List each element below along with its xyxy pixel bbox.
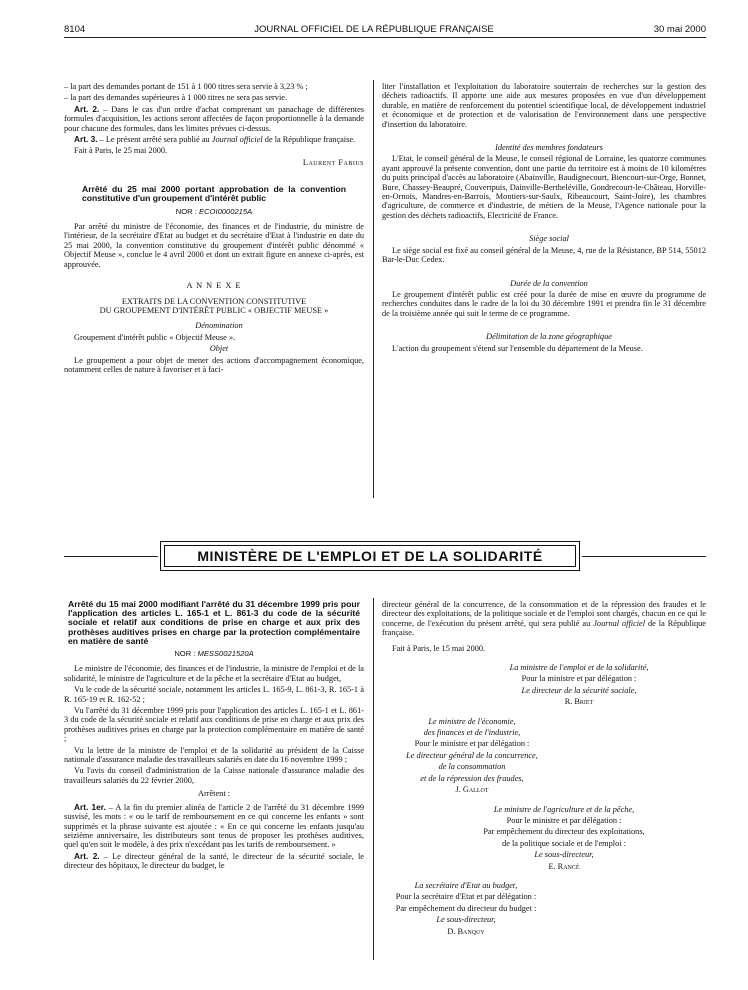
signature-line: Par empêchement du directeur des exploitations,	[483, 827, 645, 837]
column-divider-top	[373, 80, 374, 498]
journal-reference: Journal officiel	[593, 618, 646, 628]
fait-a-paris: Fait à Paris, le 15 mai 2000.	[392, 643, 486, 653]
bottom-left-column	[64, 600, 364, 873]
fait-a-paris: Fait à Paris, le 25 mai 2000.	[74, 146, 168, 156]
section-heading: Identité des membres fondateurs	[495, 143, 603, 153]
signatory-name: J. Gallot	[455, 785, 489, 795]
signature-line: La secrétaire d'Etat au budget,	[414, 880, 518, 890]
signature-line: et de la répression des fraudes,	[420, 773, 524, 783]
signature-line: des finances et de l'industrie,	[423, 728, 521, 738]
signature-block-3	[412, 805, 706, 871]
signatory-name: D. Banquy	[447, 926, 485, 936]
article-label: Art. 1er.	[74, 801, 106, 812]
signature-line: Le directeur général de la concurrence,	[406, 750, 538, 760]
article-1	[64, 803, 364, 850]
decree-heading	[64, 185, 364, 216]
signature-line: Pour la ministre et par délégation :	[521, 674, 637, 684]
top-right-column	[382, 82, 706, 355]
nor-label: NOR :	[175, 206, 199, 216]
bullet-item: – la part des demandes portant de 151 à 1 000 titres sera servie à 3,23 % ;	[64, 82, 308, 91]
extraits-heading: DU GROUPEMENT D'INTÉRÊT PUBLIC « OBJECTIF MEUSE »	[99, 305, 329, 315]
signature-line: de la politique sociale et de l'emploi :	[502, 838, 626, 848]
issue-date: 30 mai 2000	[653, 24, 706, 35]
preamble-paragraph: Vu le code de la sécurité sociale, notamment les articles L. 165-9, L. 861-3, R. 165-1 à R. 165-19 et R. 162-52 ;	[64, 685, 364, 704]
preamble-paragraph: Vu l'avis du conseil d'administration de la Caisse nationale d'assurance maladie des travailleurs salariés du 22 février 2000,	[64, 766, 364, 785]
article-3	[64, 135, 364, 144]
nor-reference	[68, 649, 360, 658]
signature-line: Pour le ministre et par délégation :	[506, 815, 622, 825]
text-run: de la République française.	[382, 618, 706, 638]
decree-text: Par arrêté du ministre de l'économie, des finances et de l'industrie, du ministre de l'intérieur, de la secrétaire d'Etat au budget et du secrétaire d'Etat à l'industrie en date du 25 mai 2000, la convention constitutive du groupement d'intérêt public dénommé « Objectif Meuse », conclue le 4 avril 2000 et dont un extrait figure en annexe ci-après, est approuvée.	[64, 222, 364, 269]
journal-title: JOURNAL OFFICIEL DE LA RÉPUBLIQUE FRANÇAISE	[254, 24, 494, 35]
ministry-title: MINISTÈRE DE L'EMPLOI ET DE LA SOLIDARITÉ	[164, 545, 576, 567]
section-text: Le siège social est fixé au conseil général de la Meuse, 4, rue de la Résistance, BP 514, 55012 Bar-le-Duc Cedex.	[382, 245, 706, 265]
article-label: Art. 2.	[74, 103, 100, 114]
section-text: Le groupement a pour objet de mener des actions d'accompagnement économique, notamment celles de nature à favoriser et à faci-	[64, 355, 364, 374]
banner-rule	[64, 556, 158, 557]
signature-line: Par empêchement du directeur du budget :	[395, 903, 537, 913]
article-text: – Le directeur général de la santé, le directeur de la sécurité sociale, le directeur des hôpitaux, le directeur du budget, le	[64, 851, 364, 871]
top-left-column	[64, 82, 364, 376]
signature-block-1	[442, 663, 706, 707]
nor-code: ECOI0000215A	[199, 206, 253, 216]
section-heading: Siège social	[529, 234, 569, 244]
text-run: directeur général de la concurrence, de la consommation et de la répression des fraudes et le directeur des exploitations, de la politique sociale et de l'emploi sont chargés, chacun en ce qui le concerne, de l'exécution du présent arrêté, qui sera publié au	[382, 600, 706, 628]
section-text: L'Etat, le conseil général de la Meuse, le conseil régional de Lorraine, les quatorze communes ayant approuvé la présente convention, dont une partie du territoire est à moins de 10 kilomètres du puits principal d'accès au laboratoire (Abainville, Baudignecourt, Biencourt-sur-Orge, Bonnet, Bure, Chassey-Beaupré, Couvertpuis, Dainville-Bertheléville, Gondrecourt-le-Château, Horville-en-Ornois, Mandres-en-Barrois, Montiers-sur-Saulx, Ribeaucourt, Saint-Joire), les chambres d'agriculture, de commerce et d'industrie, de métiers de la Meuse, l'Agence nationale pour la gestion des déchets radioactifs, Electricité de France.	[382, 154, 706, 220]
bullet-item: – la part des demandes supérieures à 1 000 titres ne sera pas servie.	[64, 93, 288, 103]
continued-text	[382, 600, 706, 638]
signatory-name: R. Briet	[564, 697, 594, 707]
section-text: L'action du groupement s'étend sur l'ensemble du département de la Meuse.	[392, 343, 643, 353]
page-number: 8104	[64, 24, 86, 35]
arretent: Arrêtent :	[197, 789, 231, 799]
article-text: – Dans le cas d'un ordre d'achat comprenant un panachage de différentes formules d'acquisition, les actions seront affectées de façon proportionnelle à la demande pour chacune des formules, dans les limites prévues ci-dessus.	[64, 104, 365, 133]
bottom-right-column	[382, 600, 706, 938]
section-text: Groupement d'intérêt public « Objectif Meuse ».	[74, 332, 236, 342]
article-label: Art. 2.	[74, 850, 100, 861]
signature-line: Pour la secrétaire d'Etat et par délégation :	[395, 892, 537, 902]
decree-heading	[64, 600, 364, 658]
signature-line: Le ministre de l'agriculture et de la pêche,	[493, 804, 635, 814]
signature-block-2	[372, 717, 562, 795]
signature-line: Le ministre de l'économie,	[428, 716, 516, 726]
article-text: de la République française.	[262, 135, 356, 145]
article-text: – A la fin du premier alinéa de l'article 2 de l'arrêté du 31 décembre 1999 susvisé, les mots : « ou le tarif de remboursement en ce qui concerne les enfants » sont supprimés et la phrase suivante est ajoutée : « En ce qui concerne les enfants jusqu'au seizième anniversaire, les distributeurs sont tenus de proposer les prothèses auditives, quel qu'en soit le modèle, à des prix n'excédant pas les tarifs de remboursement. »	[64, 802, 364, 850]
signature-line: de la consommation	[438, 762, 506, 772]
signature: Laurent Fabius	[302, 157, 364, 167]
header-rule	[64, 37, 706, 38]
article-label: Art. 3.	[74, 134, 98, 145]
section-heading: Durée de la convention	[510, 278, 588, 288]
signature-line: Le sous-directeur,	[534, 850, 594, 860]
signature-line: Le directeur de la sécurité sociale,	[521, 685, 637, 695]
section-heading: Objet	[209, 344, 229, 354]
decree-title: Arrêté du 15 mai 2000 modifiant l'arrêté du 31 décembre 1999 pris pour l'application des articles L. 165-1 et L. 861-3 du code de la sécurité sociale et relatif aux conditions de prise en charge et aux prix des prothèses auditives prises en charge par la protection complémentaire en matière de santé	[68, 599, 360, 646]
section-heading: Délimitation de la zone géographique	[486, 332, 612, 342]
signature-block-4	[366, 881, 556, 936]
banner-rule	[582, 556, 706, 557]
preamble-paragraph: Le ministre de l'économie, des finances et de l'industrie, la ministre de l'emploi et de la solidarité, le ministre de l'agriculture et de la pêche et la secrétaire d'Etat au budget,	[64, 664, 364, 683]
annexe-heading: A N N E X E	[186, 281, 242, 291]
nor-reference	[82, 207, 346, 216]
article-2	[64, 852, 364, 871]
nor-label: NOR :	[174, 649, 198, 659]
article-2	[64, 105, 364, 133]
signature-line: La ministre de l'emploi et de la solidarité,	[509, 663, 649, 673]
continued-text: liter l'installation et l'exploitation du laboratoire souterrain de recherches sur la gestion des déchets radioactifs. Il apporte une aide aux mesures proposées en vue d'un développement durable, en matière de renforcement du potentiel scientifique local, de développement industriel et économique et de protection et de valorisation de l'environnement dans une perspective d'insertion du laboratoire.	[382, 82, 706, 129]
signatory-name: E. Rancé	[548, 861, 580, 871]
preamble-paragraph: Vu l'arrêté du 31 décembre 1999 pris pour l'application des articles L. 165-1 et L. 861-3 du code de la sécurité sociale et relatif aux conditions de prise en charge et aux prix des prothèses auditives prises en charge par la protection complémentaire en matière de santé ;	[64, 706, 364, 744]
article-text: – Le présent arrêté sera publié au	[97, 135, 212, 145]
journal-reference: Journal officiel	[211, 135, 263, 145]
extraits-heading: EXTRAITS DE LA CONVENTION CONSTITUTIVE	[121, 296, 307, 306]
ministry-banner	[160, 541, 580, 571]
signature-line: Pour le ministre et par délégation :	[414, 739, 530, 749]
preamble-paragraph: Vu la lettre de la ministre de l'emploi et de la solidarité au président de la Caisse nationale d'assurance maladie des travailleurs salariés en date du 16 novembre 1999 ;	[64, 745, 364, 765]
section-heading: Dénomination	[195, 321, 243, 331]
decree-title: Arrêté du 25 mai 2000 portant approbation de la convention constitutive d'un groupement d'intérêt public	[82, 184, 346, 204]
nor-code: MESS0021520A	[197, 649, 254, 659]
signature-line: Le sous-directeur,	[436, 915, 496, 925]
section-text: Le groupement d'intérêt public est créé pour la durée de mise en œuvre du programme de recherches conduites dans le cadre de la loi du 30 décembre 1991 et prendra fin le 31 décembre de la troisième année qui suit le terme de ce programme.	[382, 289, 706, 318]
